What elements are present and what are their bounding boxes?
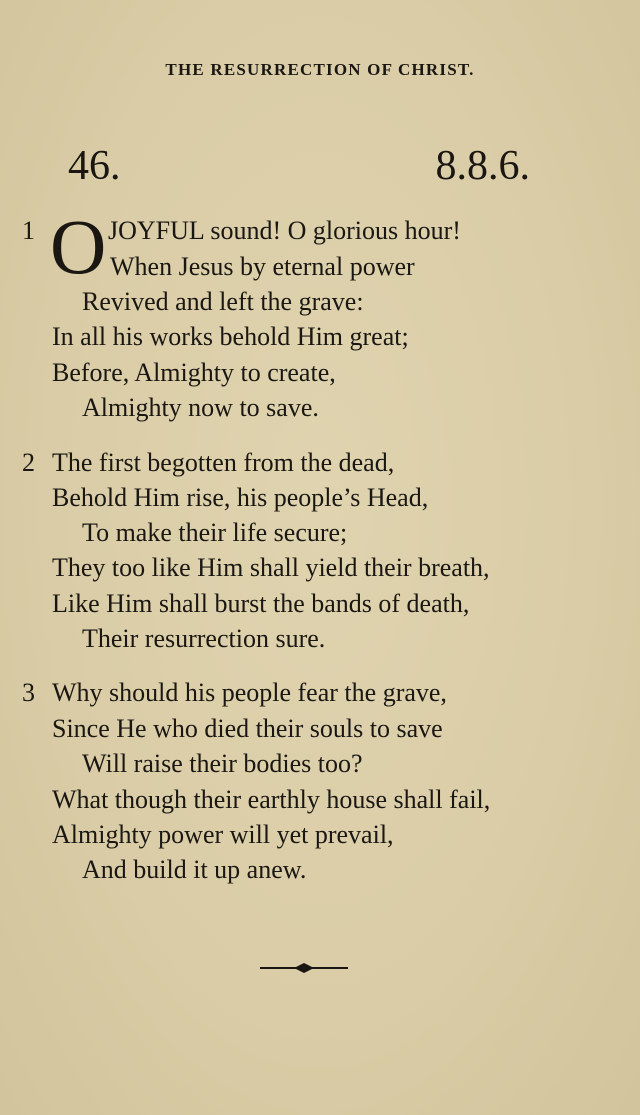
end-ornament-icon [258,960,350,976]
verse-line: Almighty power will yet prevail, [52,820,394,849]
verse-line: Why should his people fear the grave, [52,678,447,707]
verse-line: The first begotten from the dead, [52,448,395,477]
verse-line: JOYFUL sound! O glorious hour! [108,216,461,245]
verse-line: Since He who died their souls to save [52,714,443,743]
verse-line: Revived and left the grave: [82,287,364,316]
verse-line: Almighty now to save. [82,393,319,422]
verse-line: Will raise their bodies too? [82,749,363,778]
stanza-number: 1 [22,216,35,245]
running-title: THE RESURRECTION OF CHRIST. [165,60,475,79]
verse-line: Their resurrection sure. [82,624,326,653]
stanza-number: 2 [22,448,35,477]
verse-line: Like Him shall burst the bands of death, [52,589,470,618]
verse-line: Before, Almighty to create, [52,358,336,387]
stanza-number: 3 [22,678,35,707]
hymn-meter: 8.8.6. [435,143,530,189]
verse-line: In all his works behold Him great; [52,322,409,351]
hymn-number: 46. [68,143,121,189]
verse-line: And build it up anew. [82,855,307,884]
verse-line: They too like Him shall yield their breath, [52,553,490,582]
verse-line: Behold Him rise, his people’s Head, [52,483,429,512]
verse-line: When Jesus by eternal power [110,252,415,281]
verse-line: To make their life secure; [82,518,348,547]
verse-line: What though their earthly house shall fail, [52,785,491,814]
drop-cap: O [50,203,107,290]
